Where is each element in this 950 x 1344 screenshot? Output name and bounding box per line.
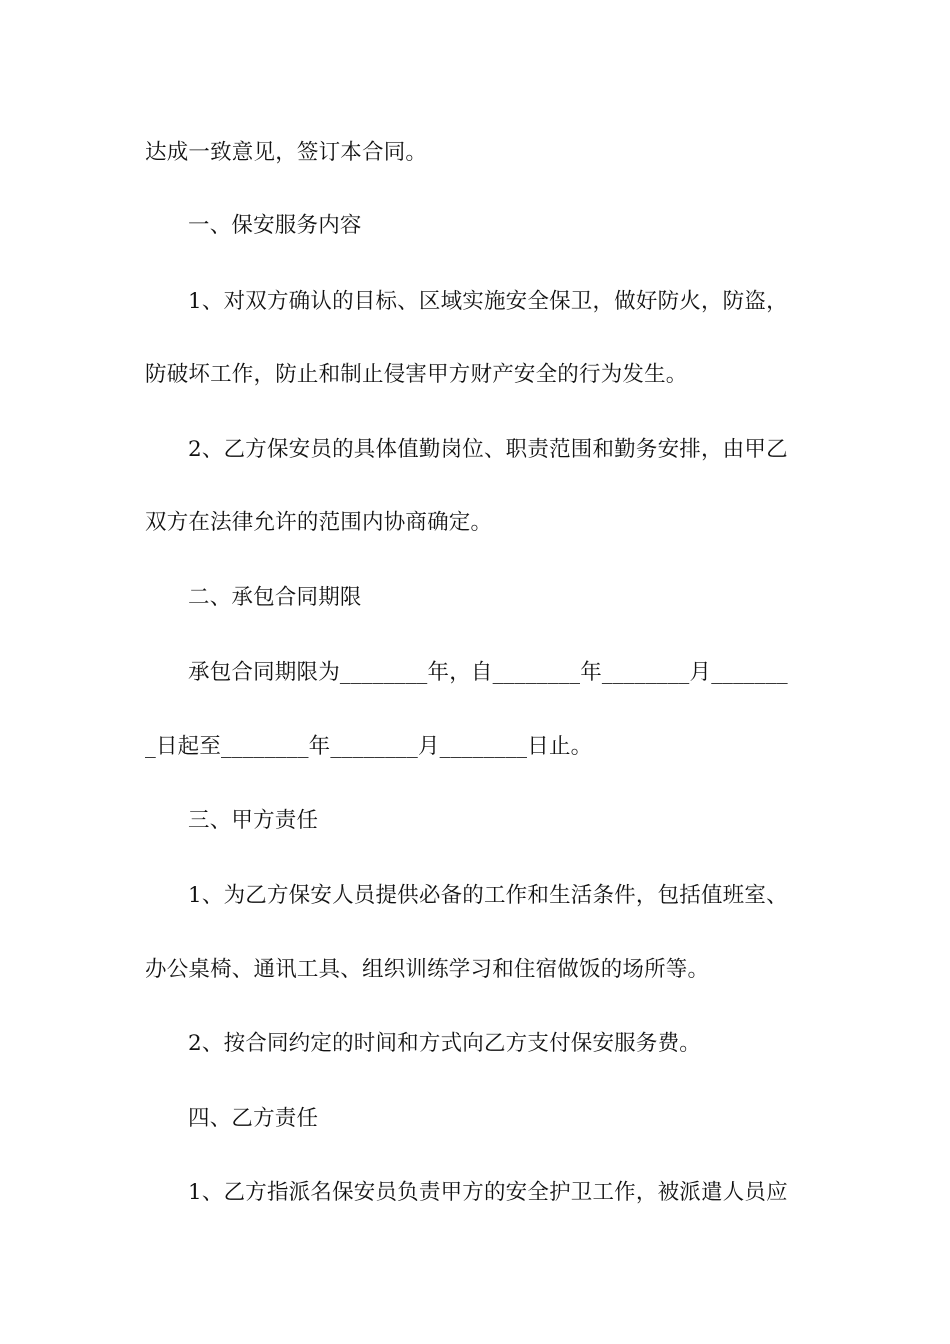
section-heading-party-a-duties: 三、甲方责任 xyxy=(188,808,319,833)
section-heading-service-content: 一、保安服务内容 xyxy=(188,213,362,238)
clause-4-1-line-1: 1、乙方指派名保安员负责甲方的安全护卫工作，被派遣人员应 xyxy=(188,1180,788,1205)
contract-term-line-2: _日起至________年________月________日止。 xyxy=(145,734,593,759)
contract-term-line-1: 承包合同期限为________年，自________年________月_______ xyxy=(188,660,788,685)
clause-1-1-line-1: 1、对双方确认的目标、区域实施安全保卫，做好防火，防盗， xyxy=(188,289,788,314)
section-heading-party-b-duties: 四、乙方责任 xyxy=(188,1106,319,1131)
paragraph-continuation: 达成一致意见，签订本合同。 xyxy=(145,140,428,165)
clause-3-1-line-2: 办公桌椅、通讯工具、组织训练学习和住宿做饭的场所等。 xyxy=(145,957,710,982)
clause-3-2: 2、按合同约定的时间和方式向乙方支付保安服务费。 xyxy=(188,1031,701,1056)
clause-1-2-line-2: 双方在法律允许的范围内协商确定。 xyxy=(145,510,493,535)
clause-3-1-line-1: 1、为乙方保安人员提供必备的工作和生活条件，包括值班室、 xyxy=(188,883,788,908)
section-heading-contract-term: 二、承包合同期限 xyxy=(188,585,362,610)
clause-1-1-line-2: 防破坏工作，防止和制止侵害甲方财产安全的行为发生。 xyxy=(145,362,688,387)
clause-1-2-line-1: 2、乙方保安员的具体值勤岗位、职责范围和勤务安排，由甲乙 xyxy=(188,437,788,462)
